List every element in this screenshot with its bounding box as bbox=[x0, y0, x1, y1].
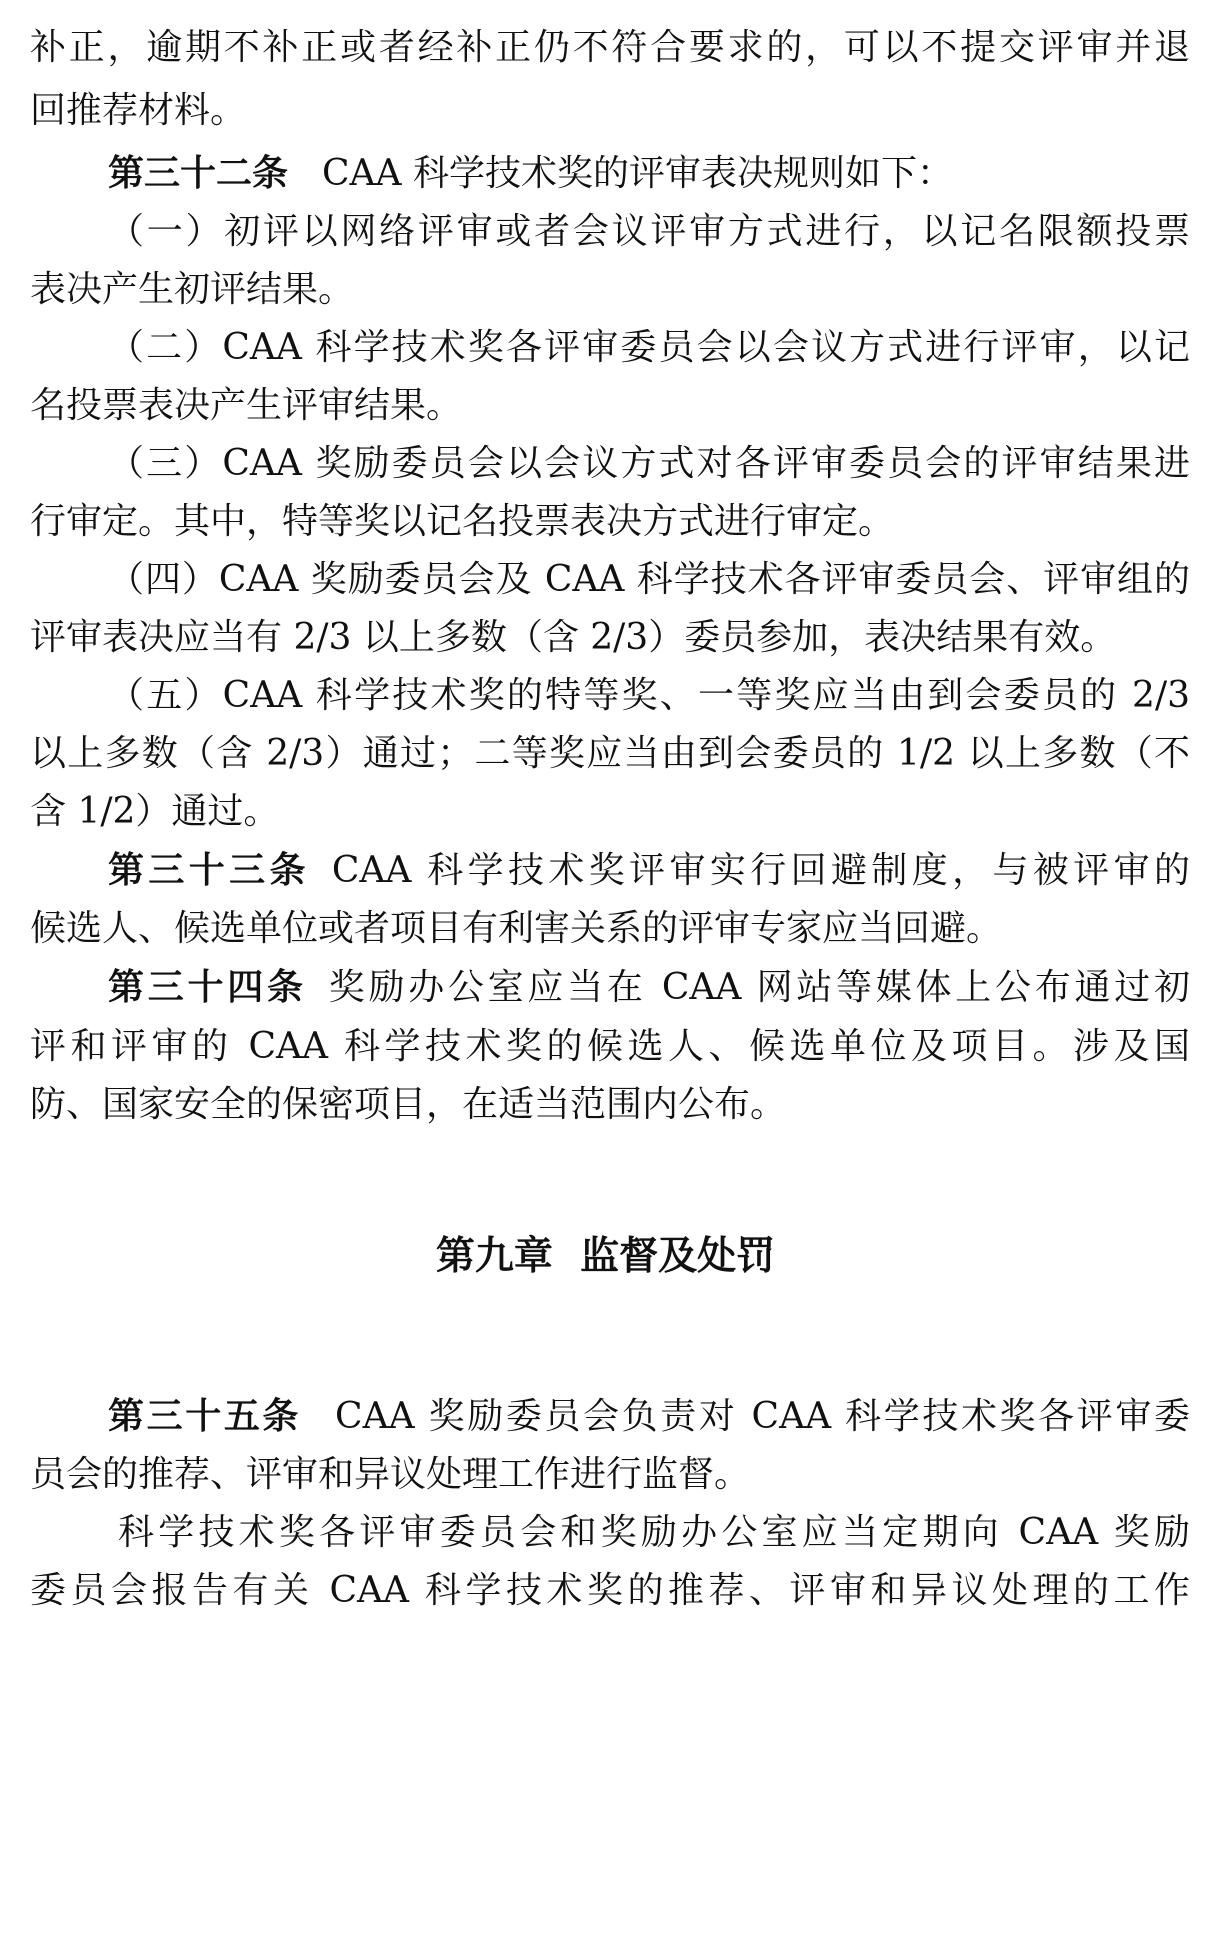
final-paragraph-line-1: 科学技术奖各评审委员会和奖励办公室应当定期向 CAA 奖励 bbox=[118, 1512, 1190, 1553]
item-2-line-1: （二）CAA 科学技术奖各评审委员会以会议方式进行评审，以记 bbox=[108, 327, 1190, 368]
article-32-label: 第三十二条 bbox=[108, 153, 289, 194]
article-35-label: 第三十五条 bbox=[108, 1396, 302, 1437]
chapter-9-heading: 第九章 监督及处罚 bbox=[435, 1234, 776, 1279]
item-3-line-1: （三）CAA 奖励委员会以会议方式对各评审委员会的评审结果进 bbox=[108, 443, 1190, 484]
item-2-line-2: 名投票表决产生评审结果。 bbox=[30, 385, 463, 426]
item-5-line-3: 含 1/2）通过。 bbox=[30, 791, 280, 832]
article-32-text: CAA 科学技术奖的评审表决规则如下： bbox=[322, 153, 954, 194]
paragraph-continuation-line-2: 回推荐材料。 bbox=[30, 90, 247, 131]
item-4-line-1: （四）CAA 奖励委员会及 CAA 科学技术各评审委员会、评审组的 bbox=[108, 559, 1190, 600]
item-4-line-2: 评审表决应当有 2/3 以上多数（含 2/3）委员参加，表决结果有效。 bbox=[30, 617, 1117, 658]
item-5-line-1: （五）CAA 科学技术奖的特等奖、一等奖应当由到会委员的 2/3 bbox=[108, 675, 1190, 716]
item-1-line-2: 表决产生初评结果。 bbox=[30, 269, 355, 310]
article-35-line-1 bbox=[108, 1395, 1190, 1439]
item-3-line-2: 行审定。其中，特等奖以记名投票表决方式进行审定。 bbox=[30, 501, 895, 542]
article-33-line-2: 候选人、候选单位或者项目有利害关系的评审专家应当回避。 bbox=[30, 908, 1003, 949]
final-paragraph-line-2: 委员会报告有关 CAA 科学技术奖的推荐、评审和异议处理的工作 bbox=[30, 1570, 1190, 1611]
article-34-line-2: 评和评审的 CAA 科学技术奖的候选人、候选单位及项目。涉及国 bbox=[30, 1026, 1190, 1067]
item-1-line-1: （一）初评以网络评审或者会议评审方式进行，以记名限额投票 bbox=[108, 211, 1190, 252]
article-34-label: 第三十四条 bbox=[108, 967, 307, 1008]
paragraph-continuation-line-1: 补正，逾期不补正或者经补正仍不符合要求的，可以不提交评审并退 bbox=[30, 27, 1190, 68]
article-32-line-1 bbox=[108, 152, 1190, 196]
article-34-text: 奖励办公室应当在 CAA 网站等媒体上公布通过初 bbox=[328, 967, 1190, 1008]
article-34-line-1 bbox=[108, 966, 1190, 1010]
item-5-line-2: 以上多数（含 2/3）通过；二等奖应当由到会委员的 1/2 以上多数（不 bbox=[30, 733, 1190, 774]
article-34-line-3: 防、国家安全的保密项目，在适当范围内公布。 bbox=[30, 1084, 787, 1125]
article-35-line-2: 员会的推荐、评审和异议处理工作进行监督。 bbox=[30, 1454, 751, 1495]
article-33-line-1 bbox=[108, 849, 1190, 893]
article-33-label: 第三十三条 bbox=[108, 850, 310, 891]
article-35-text: CAA 奖励委员会负责对 CAA 科学技术奖各评审委 bbox=[335, 1396, 1190, 1437]
article-33-text: CAA 科学技术奖评审实行回避制度，与被评审的 bbox=[331, 850, 1190, 891]
